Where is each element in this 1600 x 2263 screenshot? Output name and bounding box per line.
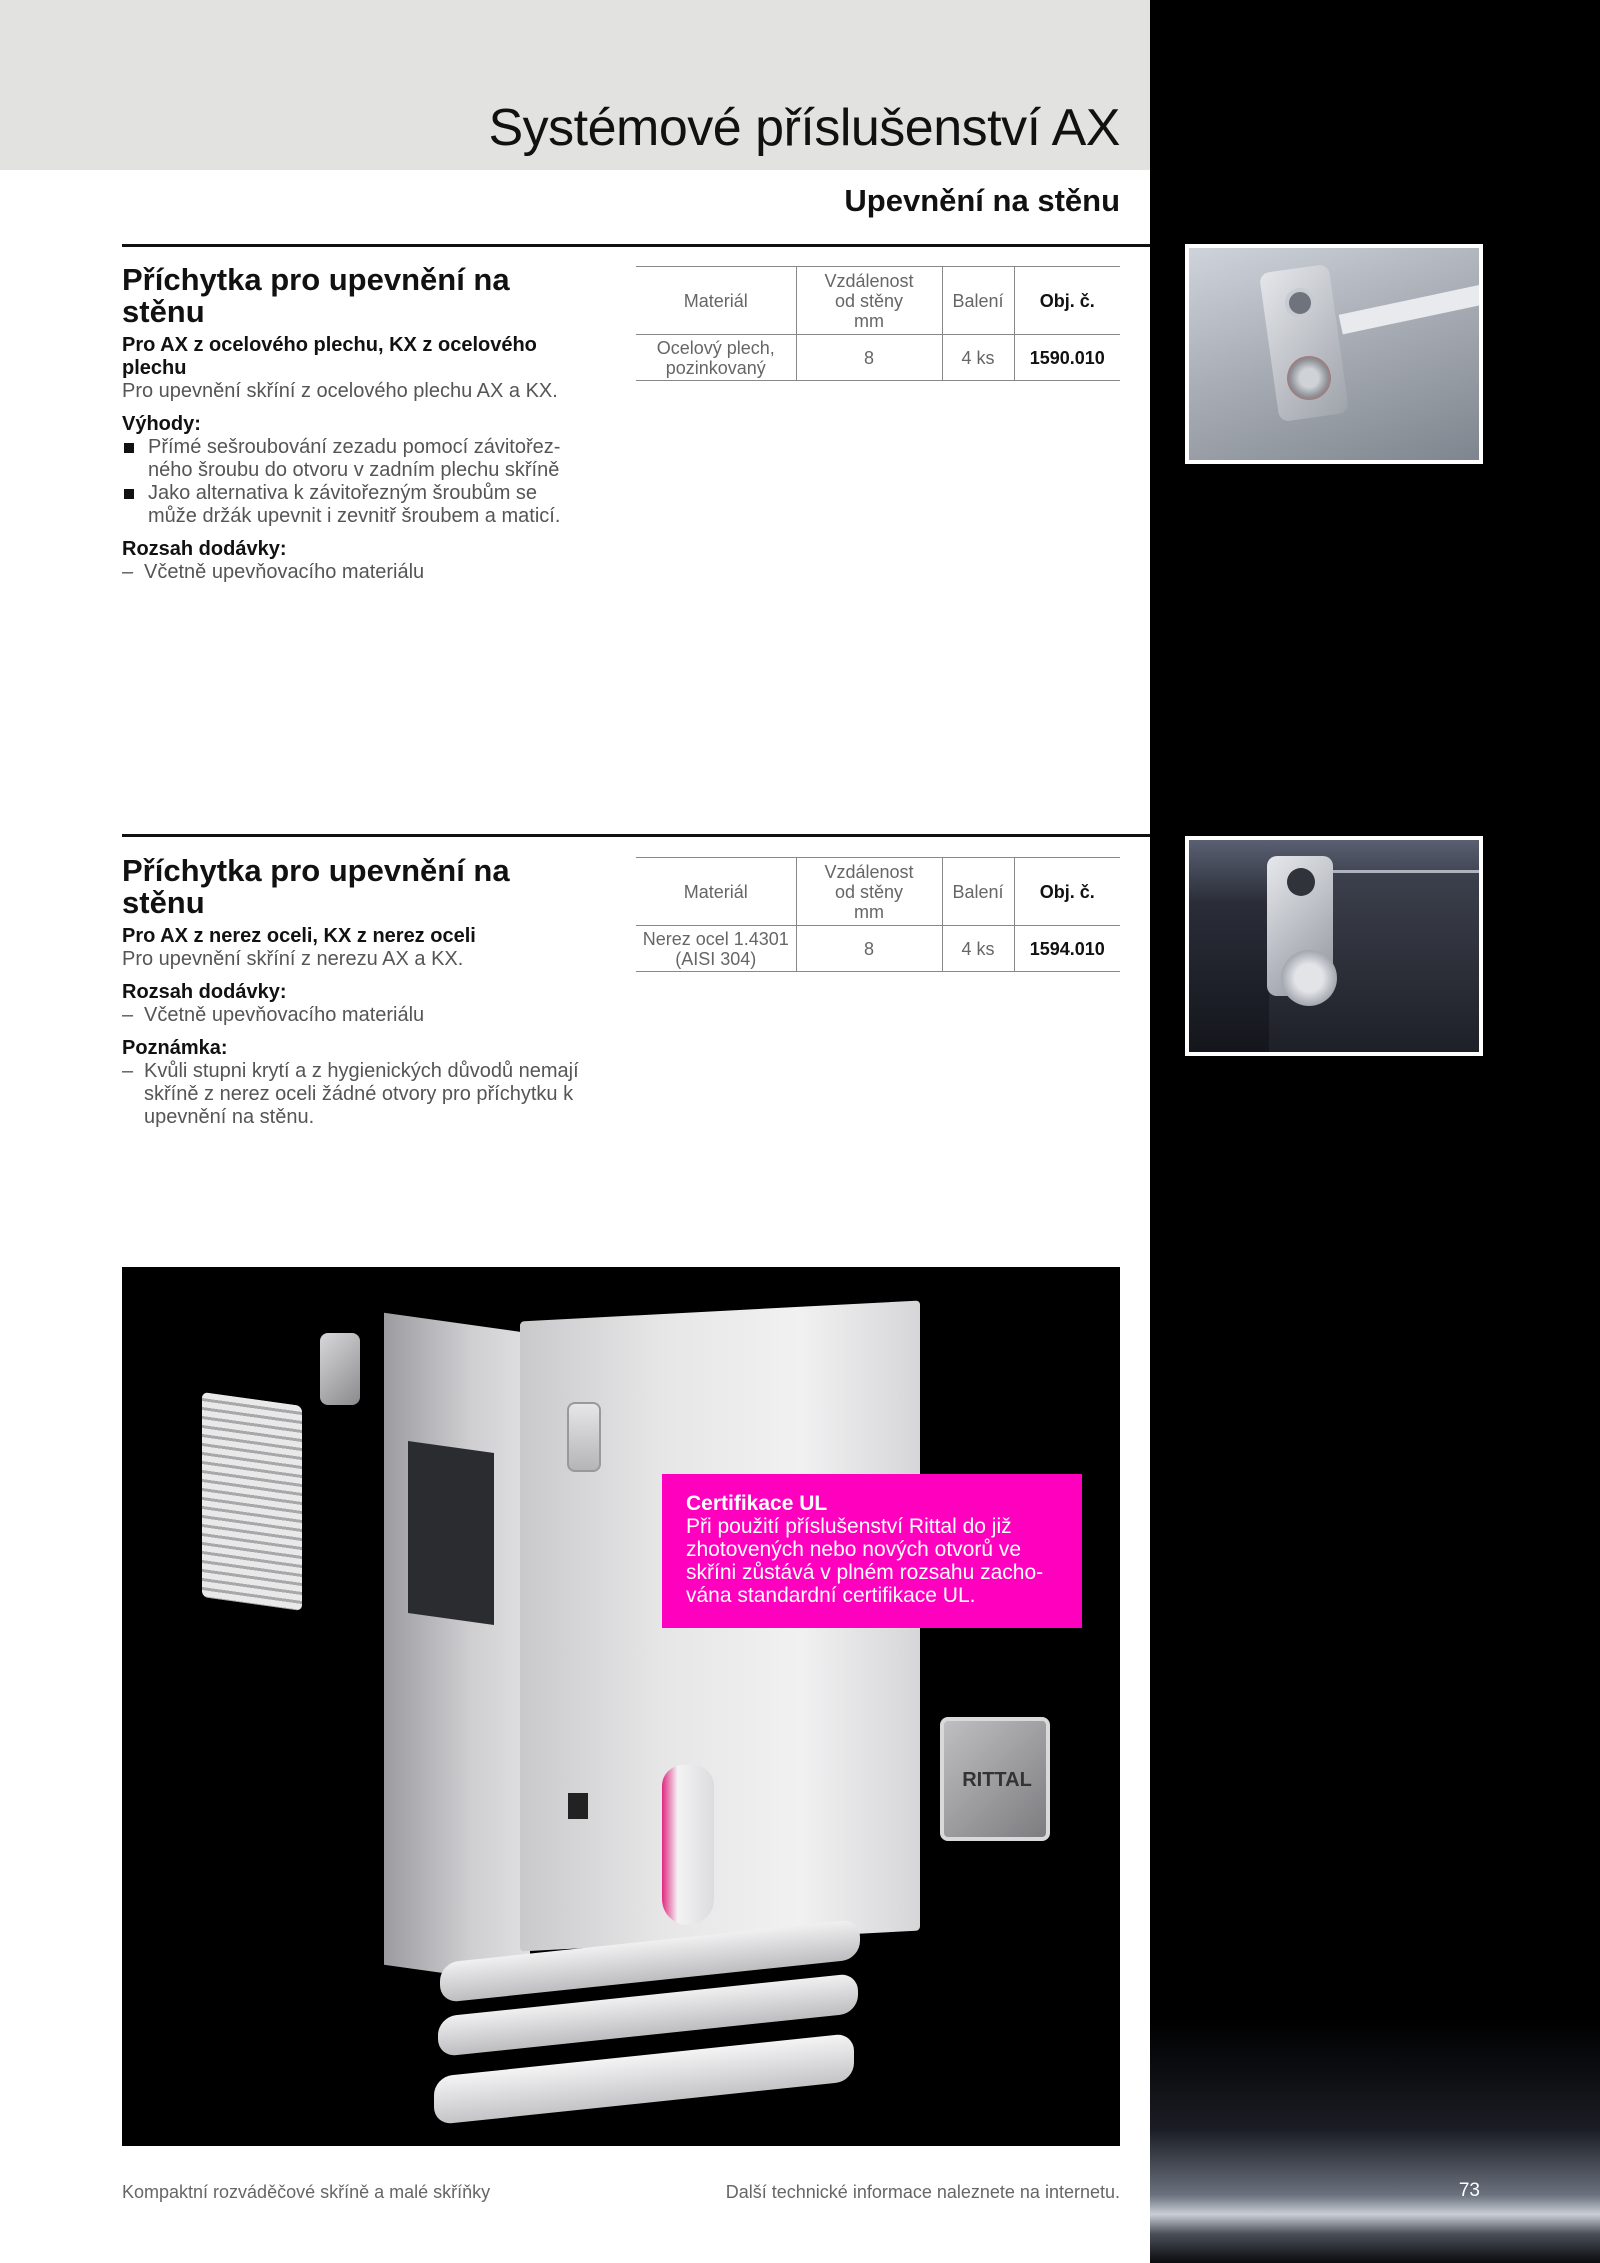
column-header-order: Obj. č.: [1014, 858, 1120, 926]
cell-pack: 4 ks: [942, 335, 1014, 381]
page-title: Systémové příslušenství AX: [488, 99, 1120, 157]
advantage-text: ného šroubu do otvoru v zadním plechu skříně: [148, 459, 560, 481]
side-glow-decoration: [1150, 2020, 1600, 2263]
product-title: [122, 264, 592, 328]
delivery-item-text: Včetně upevňovacího materiálu: [144, 1004, 425, 1026]
column-header-pack: Balení: [942, 267, 1014, 335]
column-header-distance: Vzdálenost od stěny mm: [796, 267, 942, 335]
advantage-text: Jako alternativa k závitořezným šroubům se: [148, 482, 538, 504]
ul-callout-text: skříni zůstává v plném rozsahu zacho-: [686, 1561, 1044, 1584]
ul-callout-text: vána standardní certifikace UL.: [686, 1584, 976, 1607]
delivery-heading: Rozsah dodávky:: [122, 981, 287, 1003]
column-header-order: Obj. č.: [1014, 267, 1120, 335]
footer-info-text: Další technické informace naleznete na internetu.: [725, 2182, 1120, 2202]
delivery-item: – Včetně upevňovacího materiálu: [122, 1004, 425, 1026]
product-title-line: stěnu: [122, 294, 205, 329]
product-title-line: Příchytka pro upevnění na: [122, 853, 510, 888]
door-slot: [568, 1793, 588, 1819]
wall-bracket-stainless-photo: [1185, 836, 1483, 1056]
section-rule: [122, 834, 1150, 837]
cell-order-number: 1590.010: [1014, 335, 1120, 381]
column-header-pack: Balení: [942, 858, 1014, 926]
spec-table: [636, 266, 1120, 381]
column-header-distance: Vzdálenost od stěny mm: [796, 858, 942, 926]
advantage-text: může držák upevnit i zevnitř šroubem a maticí.: [148, 505, 561, 527]
enclosure-accessories-image: [122, 1267, 1120, 2146]
cell-material: Nerez ocel 1.4301 (AISI 304): [636, 926, 796, 972]
column-header-material: Materiál: [636, 858, 796, 926]
mounting-bracket-icon: [320, 1333, 360, 1405]
note-text: Kvůli stupni krytí a z hygienických důvodů nemají: [144, 1060, 579, 1082]
fan-filter-unit: [202, 1392, 302, 1611]
cell-distance: 8: [796, 335, 942, 381]
column-header-material: Materiál: [636, 267, 796, 335]
table-row: [636, 926, 1120, 972]
advantage-text: Přímé sešroubování zezadu pomocí závitořez-: [148, 436, 561, 458]
product-description: [122, 925, 612, 1129]
ul-certification-callout: [662, 1474, 1082, 1628]
spec-table: [636, 857, 1120, 972]
description-text: Pro upevnění skříní z ocelového plechu AX a KX.: [122, 380, 558, 402]
description-text: Pro upevnění skříní z nerezu AX a KX.: [122, 948, 464, 970]
ul-callout-text: zhotovených nebo nových otvorů ve: [686, 1538, 1022, 1561]
note-item: – Kvůli stupni krytí a z hygienických důvodů nemají skříně z nerez oceli žádné otvory pro příchytku k upevnění na stěnu.: [122, 1060, 612, 1129]
delivery-heading: Rozsah dodávky:: [122, 538, 287, 560]
comfort-handle-icon: [662, 1765, 714, 1925]
enclosure-cutout: [408, 1441, 494, 1625]
note-text: skříně z nerez oceli žádné otvory pro příchytku k: [144, 1083, 574, 1105]
cell-distance: 8: [796, 926, 942, 972]
lock-insert-icon: [567, 1402, 601, 1472]
enclosure-side: [384, 1313, 530, 1986]
delivery-item-text: Včetně upevňovacího materiálu: [144, 561, 425, 583]
product-subtitle: plechu: [122, 357, 187, 379]
section-rule: [122, 244, 1150, 247]
ul-callout-title: Certifikace UL: [686, 1492, 828, 1515]
filter-mat-logo: RITTAL: [962, 1769, 1032, 1791]
bullet-square-icon: [124, 443, 134, 453]
delivery-item: – Včetně upevňovacího materiálu: [122, 561, 425, 583]
wall-bracket-steel-photo: [1185, 244, 1483, 464]
table-row: [636, 335, 1120, 381]
note-heading: Poznámka:: [122, 1037, 228, 1059]
cell-pack: 4 ks: [942, 926, 1014, 972]
footer-catalog-name: Kompaktní rozváděčové skříně a malé skříňky: [122, 2182, 491, 2202]
cell-material: Ocelový plech, pozinkovaný: [636, 335, 796, 381]
bullet-square-icon: [124, 489, 134, 499]
advantage-item: [122, 436, 612, 482]
filter-mat: [940, 1717, 1050, 1841]
note-text: upevnění na stěnu.: [144, 1106, 315, 1128]
page-number: 73: [1458, 2180, 1480, 2201]
ul-callout-text: Při použití příslušenství Rittal do již: [686, 1515, 1012, 1538]
advantages-heading: Výhody:: [122, 413, 201, 435]
section-subtitle: Upevnění na stěnu: [844, 183, 1120, 218]
cell-order-number: 1594.010: [1014, 926, 1120, 972]
product-title: [122, 855, 592, 919]
product-title-line: stěnu: [122, 885, 205, 920]
product-subtitle: Pro AX z ocelového plechu, KX z ocelového: [122, 334, 537, 356]
product-subtitle: Pro AX z nerez oceli, KX z nerez oceli: [122, 925, 476, 947]
advantage-item: [122, 482, 612, 528]
product-description: [122, 334, 612, 584]
product-title-line: Příchytka pro upevnění na: [122, 262, 510, 297]
